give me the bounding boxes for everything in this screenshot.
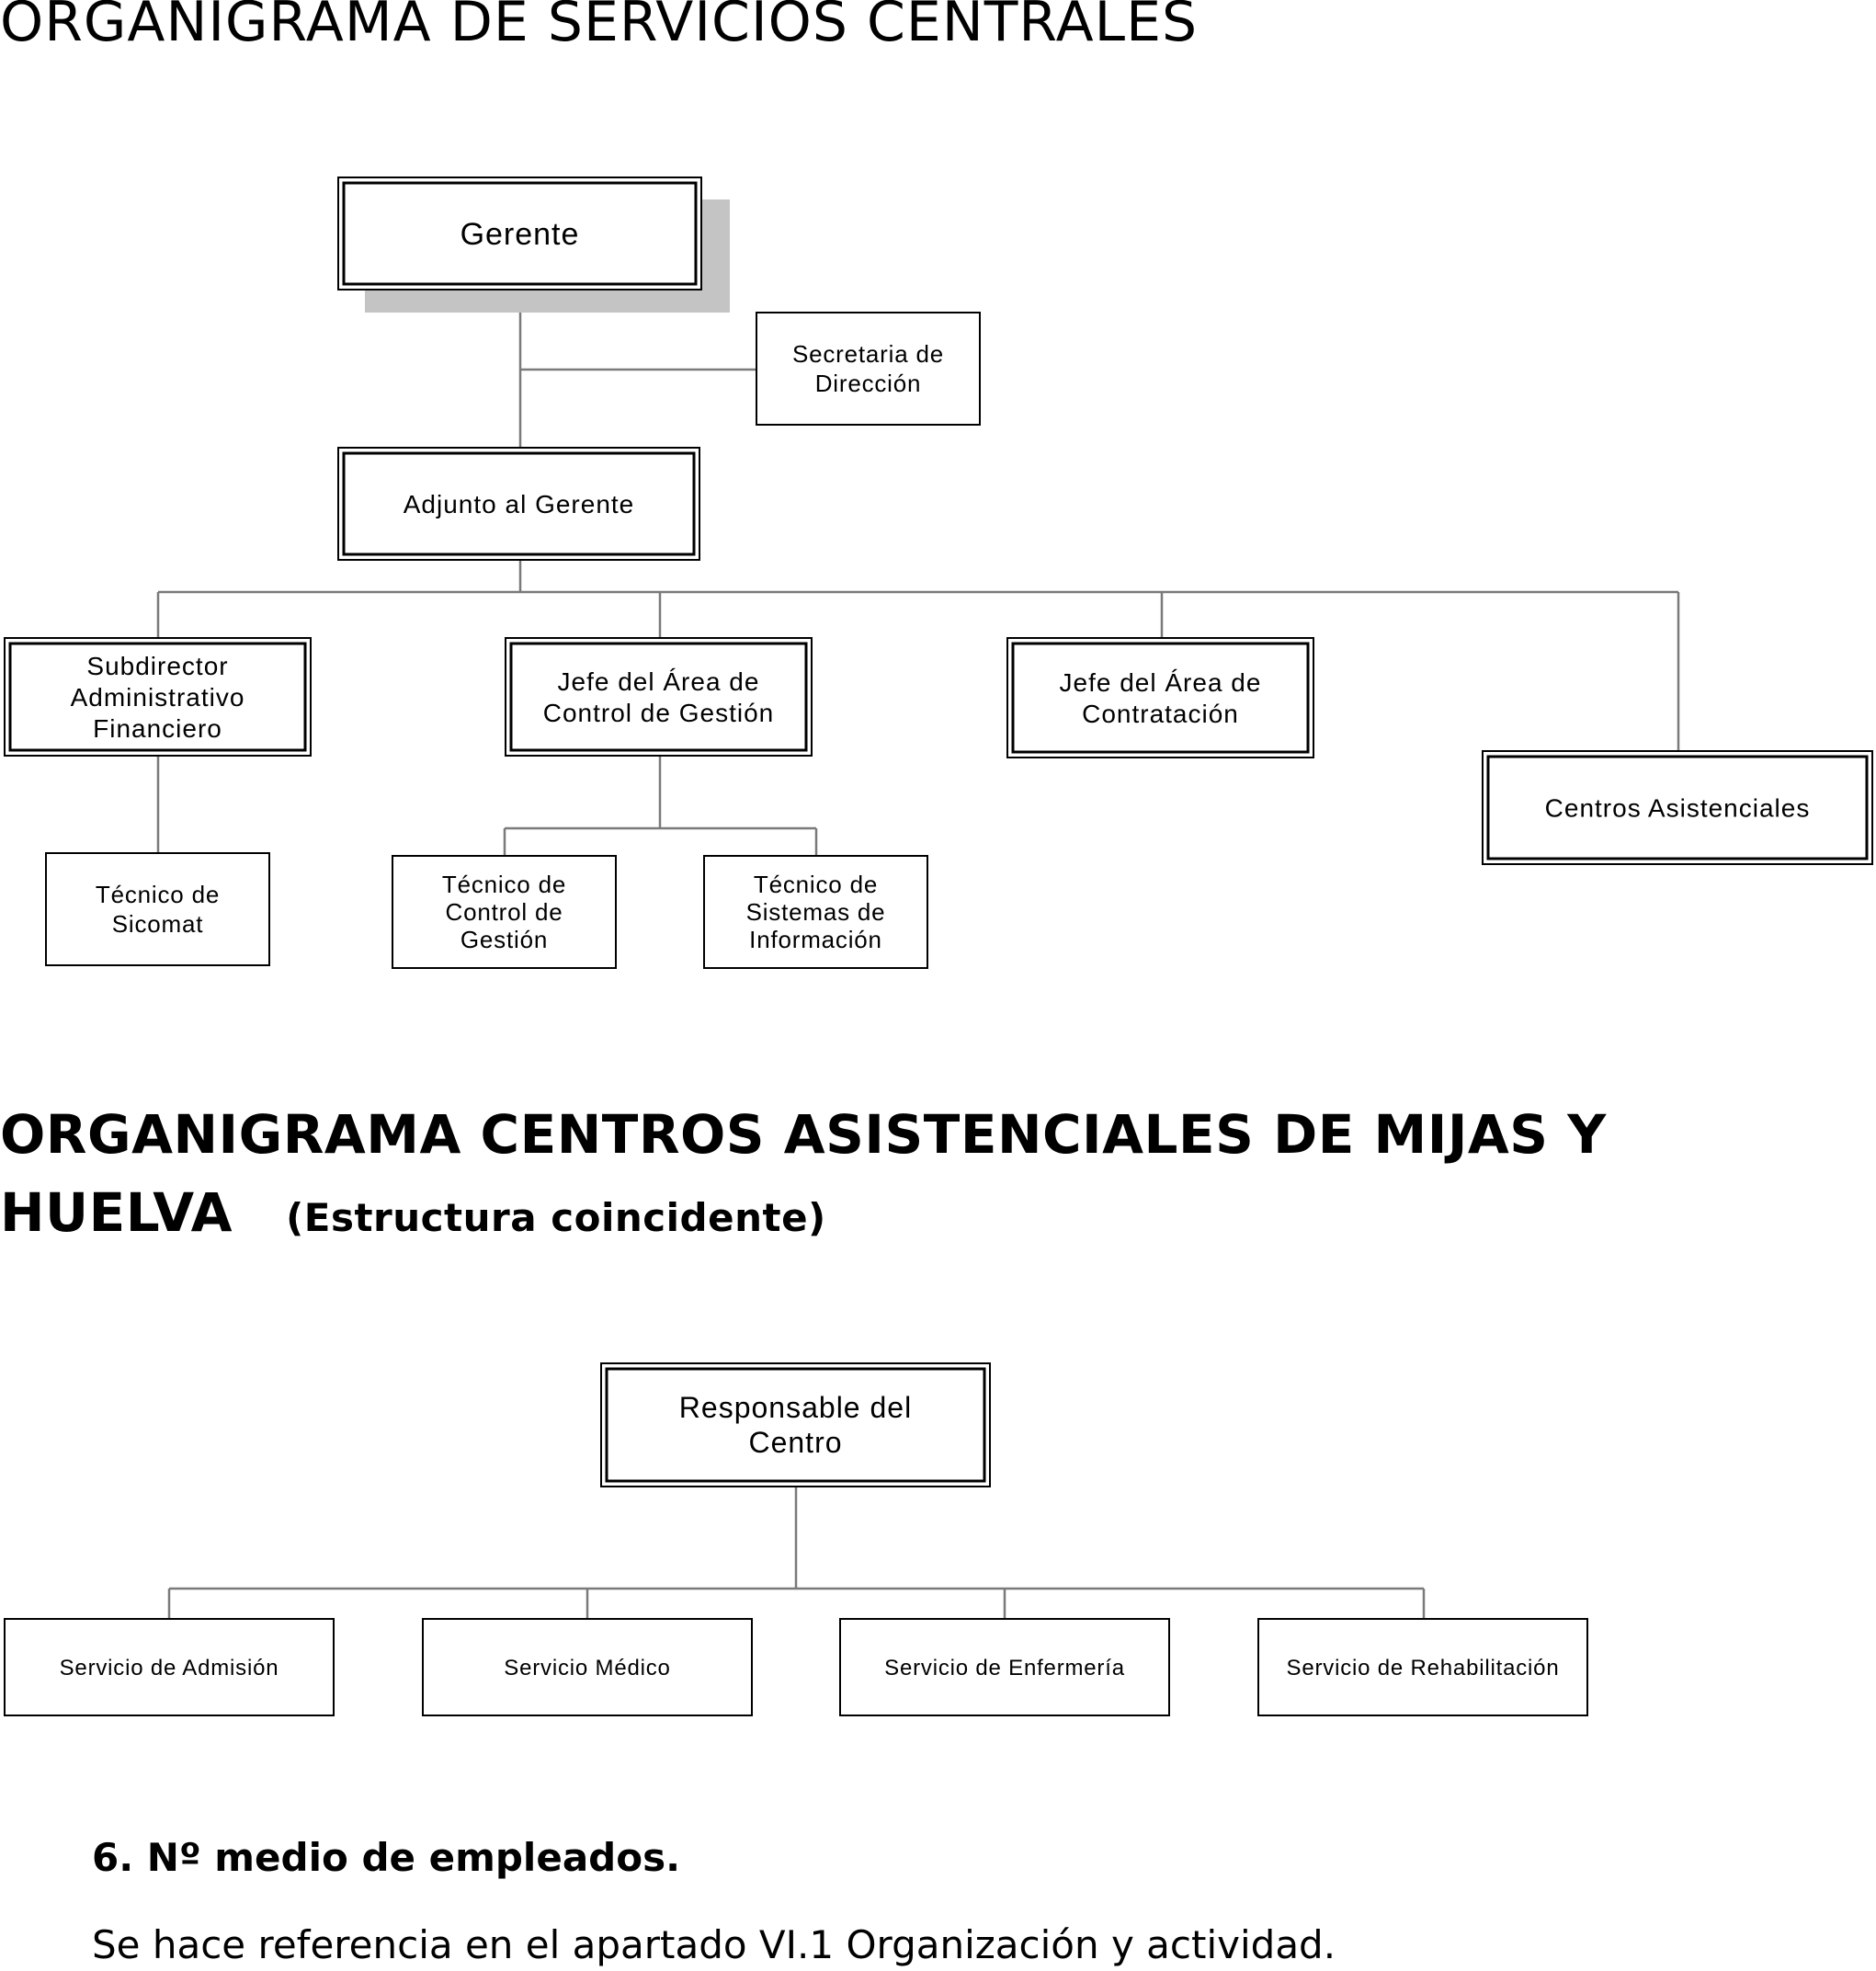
box-label-line: Subdirector — [86, 651, 229, 680]
box-label-line: Jefe del Área de — [1059, 667, 1262, 697]
section-heading: 6. Nº medio de empleados. — [92, 1835, 681, 1880]
box-label-line: Técnico de — [753, 871, 879, 899]
org-box-medico — [423, 1619, 752, 1715]
org-box-tecnico-sistemas — [704, 856, 927, 968]
box-label-line: Responsable del — [678, 1391, 913, 1425]
box-label-line: Centros Asistenciales — [1544, 793, 1811, 823]
chart2-title-huelva: HUELVA — [0, 1181, 233, 1244]
section-paragraph: Se hace referencia en el apartado VI.1 Organización y actividad. — [92, 1922, 1336, 1967]
box-label-line: Servicio de Enfermería — [884, 1655, 1125, 1680]
org-box-tecnico-control — [392, 856, 616, 968]
org-box-gerente — [338, 177, 730, 313]
box-label-line: Control de — [445, 898, 563, 927]
chart1-title: ORGANIGRAMA DE SERVICIOS CENTRALES — [0, 0, 1199, 54]
boxes — [5, 177, 1872, 1715]
box-label-line: Información — [749, 926, 882, 954]
org-box-enfermeria — [840, 1619, 1169, 1715]
org-box-jefe-control — [506, 638, 812, 756]
box-border — [506, 638, 812, 756]
org-box-secretaria — [756, 313, 980, 425]
box-label-line: Servicio de Rehabilitación — [1286, 1655, 1560, 1680]
org-box-tecnico-sicomat — [46, 853, 269, 965]
org-box-admision — [5, 1619, 334, 1715]
box-label-line: Financiero — [93, 713, 222, 743]
box-label-line: Técnico de — [441, 871, 567, 899]
box-label-line: Contratación — [1082, 699, 1239, 728]
box-label-line: Secretaria de — [791, 340, 945, 369]
box-label-line: Sicomat — [111, 910, 204, 939]
box-label-line: Adjunto al Gerente — [403, 489, 635, 518]
org-box-responsable — [601, 1363, 990, 1487]
box-label-line: Gestión — [460, 926, 549, 954]
box-label-line: Control de Gestión — [542, 698, 775, 727]
box-label-line: Administrativo — [70, 682, 245, 712]
box-label-line: Sistemas de — [745, 898, 886, 927]
org-box-subdirector — [5, 638, 311, 756]
box-label-line: Técnico de — [95, 881, 221, 909]
box-label-line: Jefe del Área de — [557, 666, 760, 696]
org-box-adjunto — [338, 448, 699, 560]
box-border — [756, 313, 980, 425]
chart2-title-line2 — [0, 1181, 826, 1244]
chart2-subtitle: (Estructura coincidente) — [286, 1195, 826, 1240]
box-border — [1007, 638, 1313, 758]
box-label-line: Servicio de Admisión — [59, 1655, 279, 1680]
org-box-centros — [1483, 751, 1872, 864]
org-box-jefe-contratacion — [1007, 638, 1313, 758]
org-box-rehabilitacion — [1258, 1619, 1587, 1715]
chart2-title: ORGANIGRAMA CENTROS ASISTENCIALES DE MIJAS Y — [0, 1103, 1607, 1166]
box-label-line: Dirección — [814, 370, 922, 398]
box-border — [601, 1363, 990, 1487]
box-label-line: Gerente — [460, 216, 580, 252]
box-label-line: Servicio Médico — [504, 1655, 671, 1680]
box-label-line: Centro — [748, 1426, 843, 1460]
box-border — [46, 853, 269, 965]
